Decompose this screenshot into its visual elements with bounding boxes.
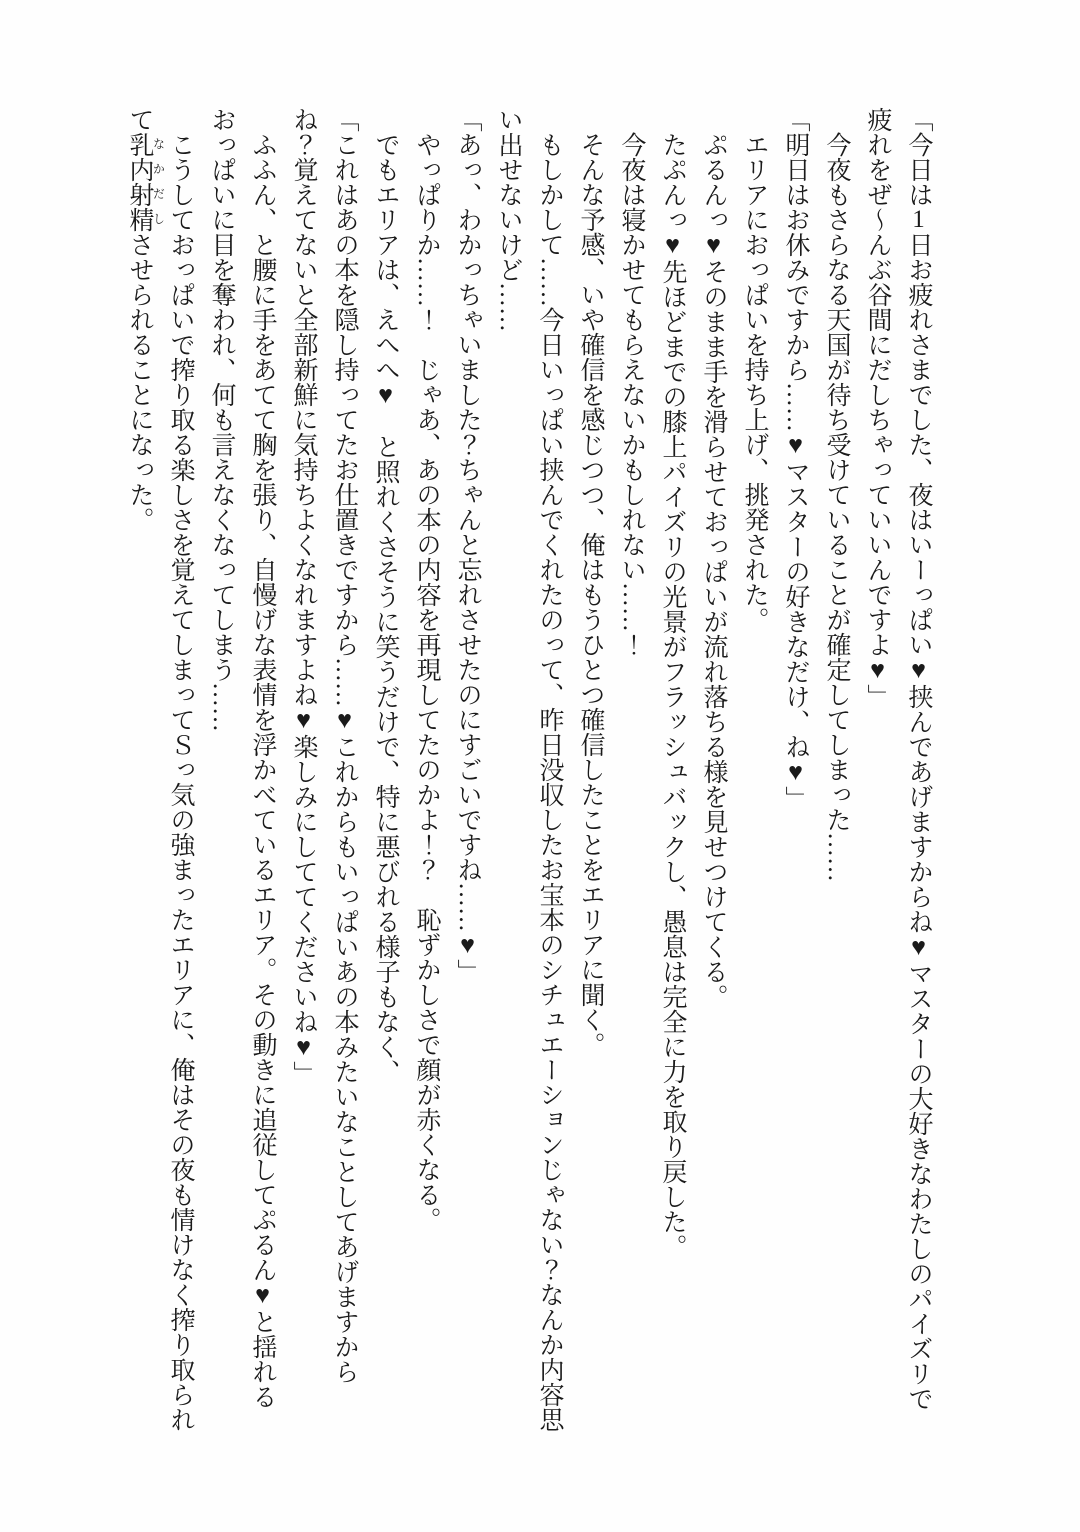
paragraph: やっぱりか……！ じゃあ、あの本の内容を再現してたのかよ！？ 恥ずかしさで顔が赤くなる。 (413, 132, 440, 1232)
paragraph: ふふん、と腰に手をあてて胸を張り、自慢げな表情を浮かべているエリア。その動きに追従してぷるん♥と揺れるおっぱいに目を奪われ、何も言えなくなってしまう…… (208, 107, 276, 1409)
upright-digit: 1 (912, 207, 925, 232)
ruby-annotated-word: 乳内射精なかだし (126, 132, 166, 232)
paragraph: でもエリアは、えへへ♥ と照れくさそうに笑うだけで、特に悪びれる様子もなく、 (372, 132, 399, 1084)
furigana: なかだし (151, 132, 166, 232)
paragraph: 「今日は1日お疲れさまでした、夜はいーっぱい♥挟んであげますからね♥マスターの大好きなわたしのパイズリで疲れをぜ〜んぶ谷間にだしちゃっていいんですよ♥」 (864, 107, 932, 1411)
paragraph: ぷるんっ♥そのまま手を滑らせておっぱいが流れ落ちる様を見せつけてくる。 (700, 132, 727, 1009)
paragraph: こうしておっぱいで搾り取る楽しさを覚えてしまってＳっ気の強まったエリアに、俺はその夜も情けなく搾り取られて乳内射精なかだしさせられることになった。 (126, 107, 194, 1432)
paragraph: 「あっ、わかっちゃいました？ちゃんと忘れさせたのにすごいですね……♥」 (454, 107, 481, 984)
paragraph: たぷんっ♥先ほどまでの膝上パイズリの光景がフラッシュバックし、愚息は完全に力を取り戻した。 (659, 132, 686, 1259)
paragraph: もしかして……今日いっぱい挟んでくれたのって、昨日没収したお宝本のシチュエーションじゃない？なんか内容思い出せないけど…… (495, 107, 563, 1432)
text-block (119, 107, 939, 1433)
paragraph: 「明日はお休みですから……♥マスターの好きなだけ、ね♥」 (782, 107, 809, 811)
paragraph: 「これはあの本を隠し持ってたお仕置きですから……♥これからもいっぱいあの本みたいなことしてあげますからね？覚えてないと全部新鮮に気持ちよくなれますよね♥楽しみにしててくださいね♥」 (290, 107, 358, 1384)
paragraph: 今夜は寝かせてもらえないかもしれない……！ (618, 132, 645, 657)
paragraph: そんな予感、いや確信を感じつつ、俺はもうひとつ確信したことをエリアに聞く。 (577, 132, 604, 1057)
paragraph: 今夜もさらなる天国が待ち受けていることが確定してしまった…… (823, 132, 850, 882)
paragraph: エリアにおっぱいを持ち上げ、挑発された。 (741, 132, 768, 632)
